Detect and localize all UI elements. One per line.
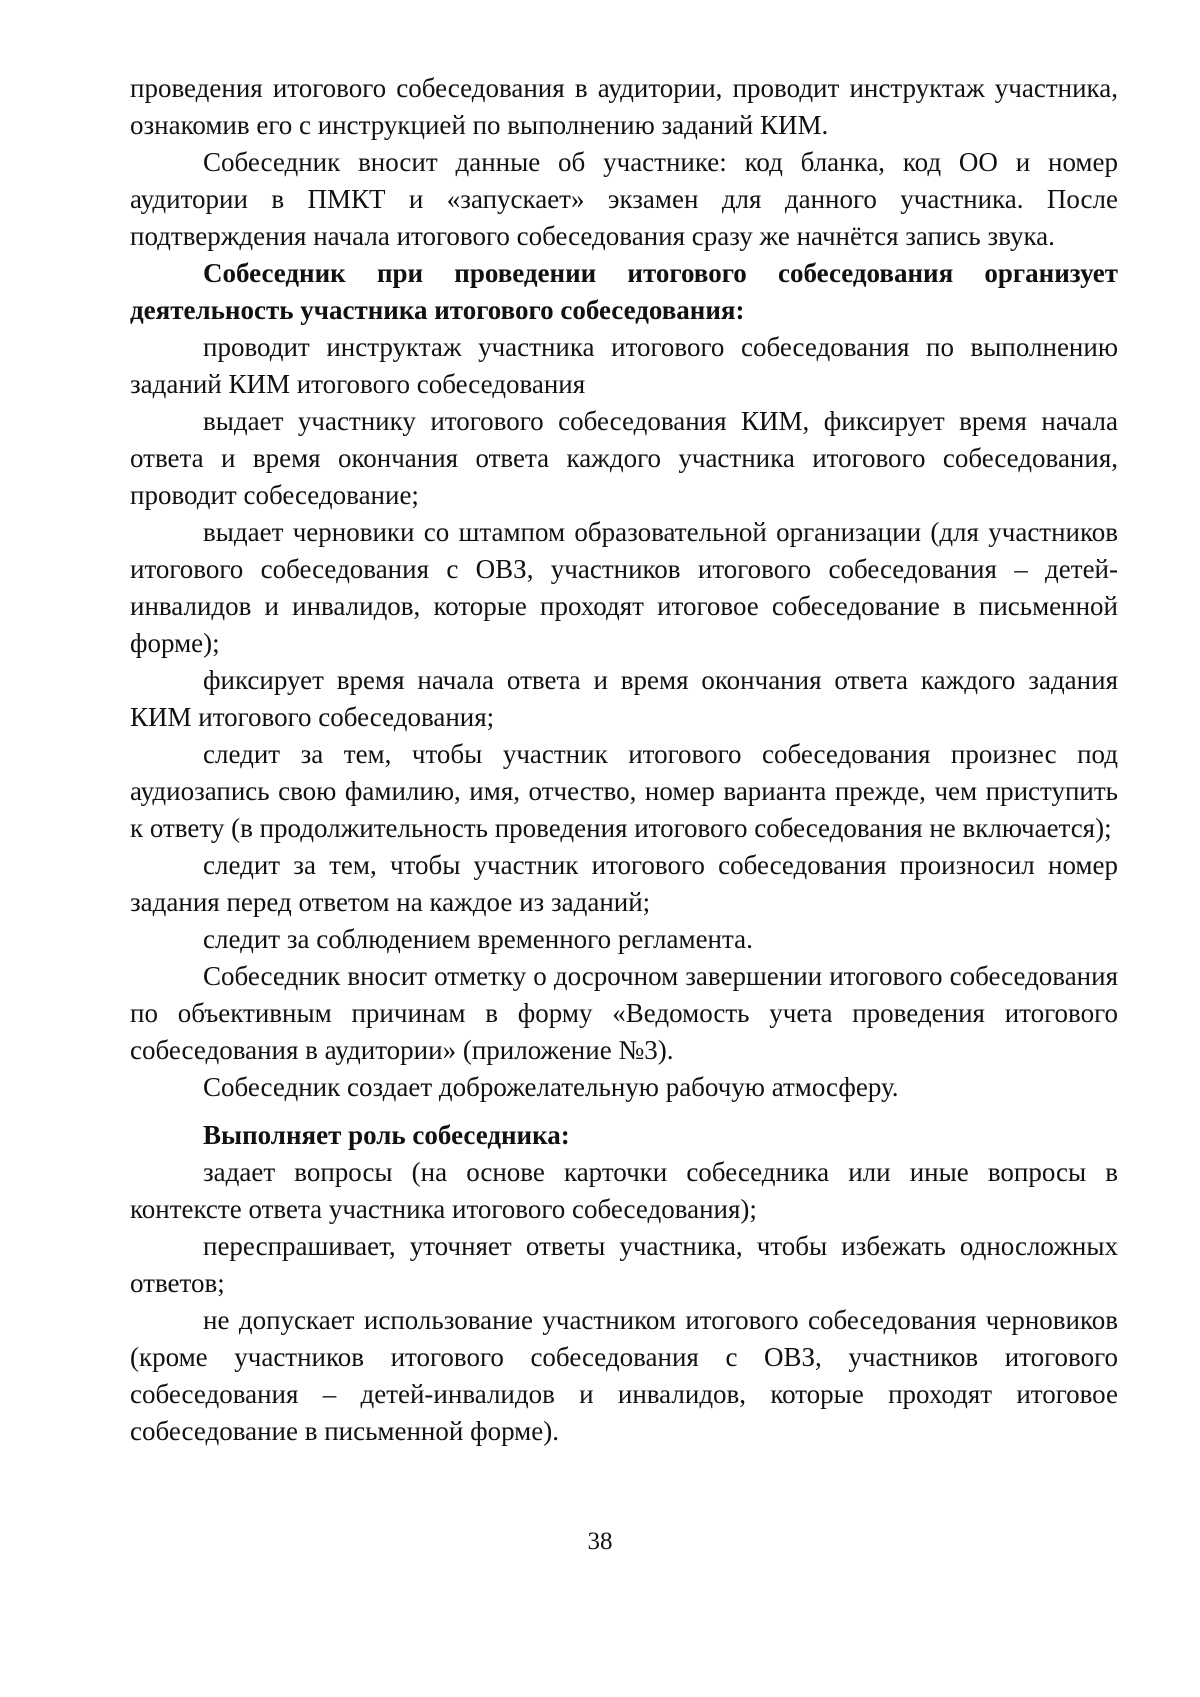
paragraph-continuation: проведения итогового собеседования в аудитории, проводит инструктаж участника, ознакомив его с инструкцией по выполнению заданий КИМ. bbox=[130, 73, 1118, 140]
list-item-no-drafts: не допускает использование участником итогового собеседования черновиков (кроме участников итогового собеседования с ОВЗ, участников итогового собеседования – детей-инвалидов и инвалидов, которые проходят итоговое собеседование в письменной форме). bbox=[130, 1305, 1118, 1446]
section-heading-role: Выполняет роль собеседника: bbox=[203, 1120, 570, 1150]
list-item-time-regulation: следит за соблюдением временного регламента. bbox=[203, 924, 753, 954]
paragraph-data-entry: Собеседник вносит данные об участнике: код бланка, код ОО и номер аудитории в ПМКТ и «запускает» экзамен для данного участника. После подтверждения начала итогового собеседования сразу же начнётся запись звука. bbox=[130, 147, 1118, 251]
list-item-task-number: следит за тем, чтобы участник итогового собеседования произносил номер задания перед ответом на каждое из заданий; bbox=[130, 850, 1118, 917]
list-item-record-time: фиксирует время начала ответа и время окончания ответа каждого задания КИМ итогового собеседования; bbox=[130, 665, 1118, 732]
list-item-issue-kim: выдает участнику итогового собеседования КИМ, фиксирует время начала ответа и время окончания ответа каждого участника итогового собеседования, проводит собеседование; bbox=[130, 406, 1118, 510]
list-item-instruction: проводит инструктаж участника итогового собеседования по выполнению заданий КИМ итогового собеседования bbox=[130, 332, 1118, 399]
list-item-audio-name: следит за тем, чтобы участник итогового собеседования произнес под аудиозапись свою фамилию, имя, отчество, номер варианта прежде, чем приступить к ответу (в продолжительность проведения итогового собеседования не включается); bbox=[130, 739, 1118, 843]
document-body bbox=[130, 70, 1118, 1450]
list-item-clarifies: переспрашивает, уточняет ответы участника, чтобы избежать односложных ответов; bbox=[130, 1231, 1118, 1298]
page-number: 38 bbox=[587, 1528, 613, 1555]
paragraph-atmosphere: Собеседник создает доброжелательную рабочую атмосферу. bbox=[203, 1072, 899, 1102]
list-item-drafts: выдает черновики со штампом образовательной организации (для участников итогового собеседования с ОВЗ, участников итогового собеседования – детей-инвалидов и инвалидов, которые проходят итоговое собеседование в письменной форме); bbox=[130, 517, 1118, 658]
paragraph-early-completion: Собеседник вносит отметку о досрочном завершении итогового собеседования по объективным причинам в форму «Ведомость учета проведения итогового собеседования в аудитории» (приложение №3). bbox=[130, 961, 1118, 1065]
section-heading-organizes: Собеседник при проведении итогового собеседования организует деятельность участника итогового собеседования: bbox=[130, 258, 1118, 325]
list-item-asks-questions: задает вопросы (на основе карточки собеседника или иные вопросы в контексте ответа участника итогового собеседования); bbox=[130, 1157, 1118, 1224]
